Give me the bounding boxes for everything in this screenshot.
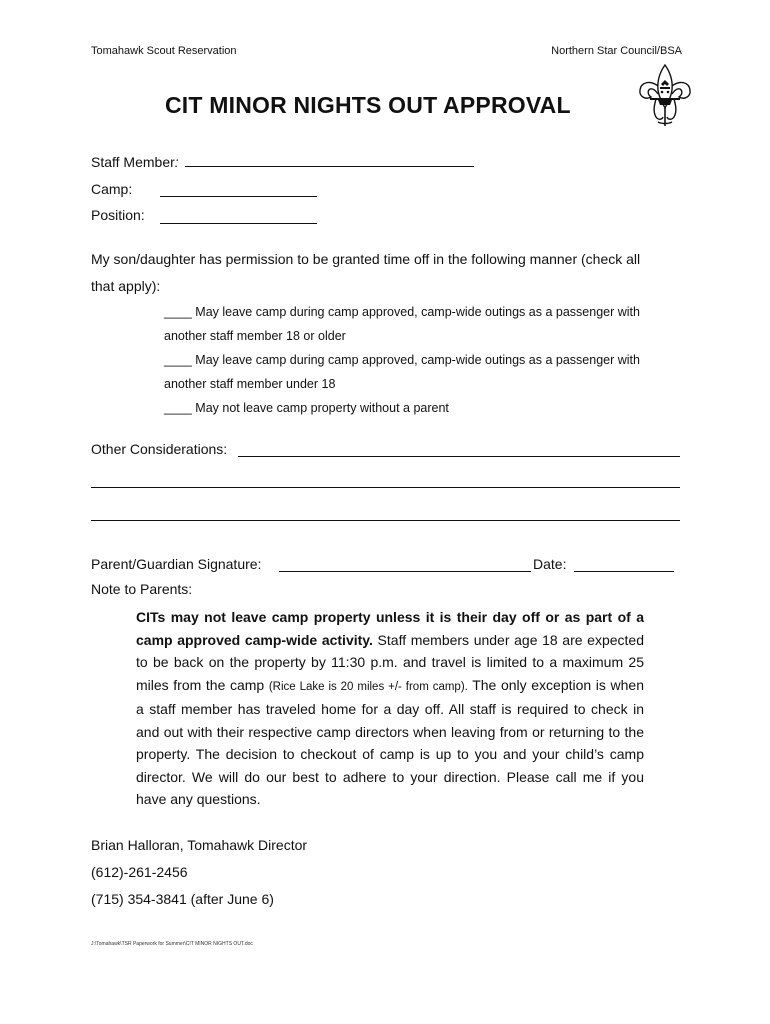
considerations-line-1[interactable] [238,456,680,457]
staff-member-colon: : [174,154,179,170]
considerations-line-3[interactable] [91,520,680,521]
camp-input-line[interactable] [160,181,317,197]
note-body [136,606,644,811]
header-left: Tomahawk Scout Reservation [91,45,237,57]
date-label: Date: [533,556,567,572]
considerations-line-2[interactable] [91,487,680,488]
fleur-de-lis-emblem-icon [636,62,694,130]
footer-file-path: J:\Tomahawk\TSR Paperwork for Summer\CIT MINOR NIGHTS OUT.doc [91,941,253,947]
signature-label: Parent/Guardian Signature: [91,556,262,572]
date-input-line[interactable] [574,556,674,572]
staff-member-field [91,154,474,170]
position-input-line[interactable] [160,208,317,224]
note-text-2: The only exception is when a staff member has traveled home for a day off. All staff is required to check in and out with their respective camp directors when leaving from or returning to the property. The decision to checkout of camp is up to you and your child’s camp director. We will do our best to adhere to your direction. Please call me if you have any questions. [136,676,644,807]
staff-member-input-line[interactable] [185,166,474,167]
contact-phone-2: (715) 354-3841 (after June 6) [91,891,274,907]
option-2-line2: another staff member under 18 [164,377,336,391]
option-1-checkbox-line[interactable]: ____ May leave camp during camp approved, camp-wide outings as a passenger with [164,305,640,319]
option-3-checkbox-line[interactable]: ____ May not leave camp property without a parent [164,401,449,415]
contact-phone-1: (612)-261-2456 [91,864,188,880]
contact-name: Brian Halloran, Tomahawk Director [91,837,308,853]
note-bold-text: CITs may not leave camp property unless it is their day off or as part of a camp approved camp-wide activity. [136,609,644,648]
header-right: Northern Star Council/BSA [551,45,682,57]
staff-member-label: Staff Member [91,154,175,170]
other-considerations-label: Other Considerations: [91,441,228,457]
signature-input-line[interactable] [279,556,531,572]
note-text-1: Staff members under age 18 are expected to be back on the property by 11:30 p.m. and travel is limited to a maximum 25 miles from the camp [136,631,644,693]
page-title: CIT MINOR NIGHTS OUT APPROVAL [165,92,571,118]
camp-label: Camp: [91,181,133,197]
option-1-line2: another staff member 18 or older [164,329,346,343]
camp-field [91,181,132,197]
permission-intro-line2: that apply): [91,278,161,294]
position-field [91,207,145,223]
note-paren-text: (Rice Lake is 20 miles +/- from camp). [268,680,468,693]
note-heading: Note to Parents: [91,581,193,597]
position-label: Position: [91,207,145,223]
option-2-checkbox-line[interactable]: ____ May leave camp during camp approved, camp-wide outings as a passenger with [164,353,640,367]
permission-intro-line1: My son/daughter has permission to be granted time off in the following manner (check all [91,251,641,267]
signature-field [91,556,261,572]
